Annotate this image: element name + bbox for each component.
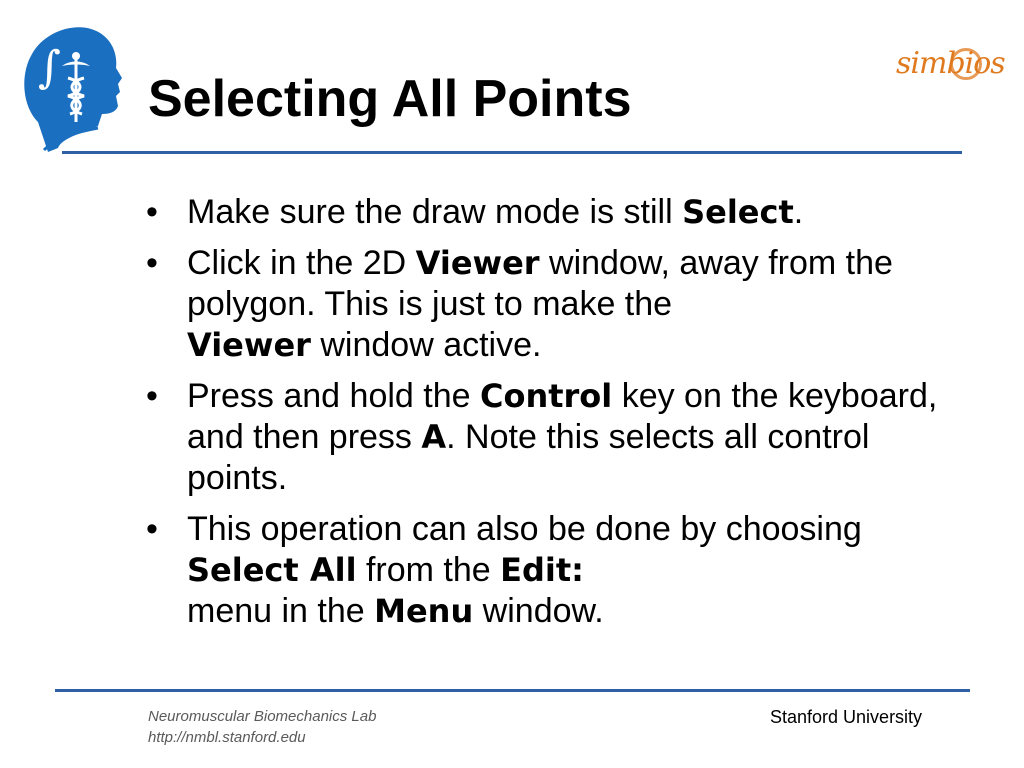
keyword: Select	[682, 193, 794, 231]
keyword: Edit:	[500, 551, 584, 589]
keyword: Control	[479, 377, 613, 415]
footer-lab-info	[148, 706, 376, 748]
footer-lab-name: Neuromuscular Biomechanics Lab	[148, 708, 377, 725]
footer-university: Stanford University	[770, 707, 923, 727]
slicer-logo-icon	[18, 22, 126, 154]
keyword: Menu	[374, 592, 474, 630]
keyword: Viewer	[415, 244, 540, 282]
integral-glyph: ∫	[38, 42, 61, 93]
head-silhouette-icon	[18, 22, 126, 154]
bullet-item: • This operation can also be done by choosing Select All from the Edit: menu in the Menu window.	[140, 509, 940, 632]
simbios-logo	[896, 42, 1005, 88]
simbios-logo-text: simbios	[896, 46, 1005, 81]
footer-url: http://nmbl.stanford.edu	[148, 729, 306, 746]
slide-title: Selecting All Points	[148, 70, 632, 128]
keyword: Select All	[187, 551, 357, 589]
keyword: Viewer	[187, 326, 311, 364]
keyword: A	[421, 418, 447, 456]
title-divider	[62, 151, 962, 154]
bullet-item: • Press and hold the Control key on the keyboard, and then press A. Note this selects all control points.	[140, 376, 940, 499]
bullet-list	[140, 192, 940, 642]
bullet-item: • Click in the 2D Viewer window, away from the polygon. This is just to make the Viewer window active.	[140, 243, 940, 366]
footer-divider	[55, 689, 970, 692]
simbios-ring-icon	[950, 48, 982, 80]
bullet-item: • Make sure the draw mode is still Select.	[140, 192, 940, 233]
